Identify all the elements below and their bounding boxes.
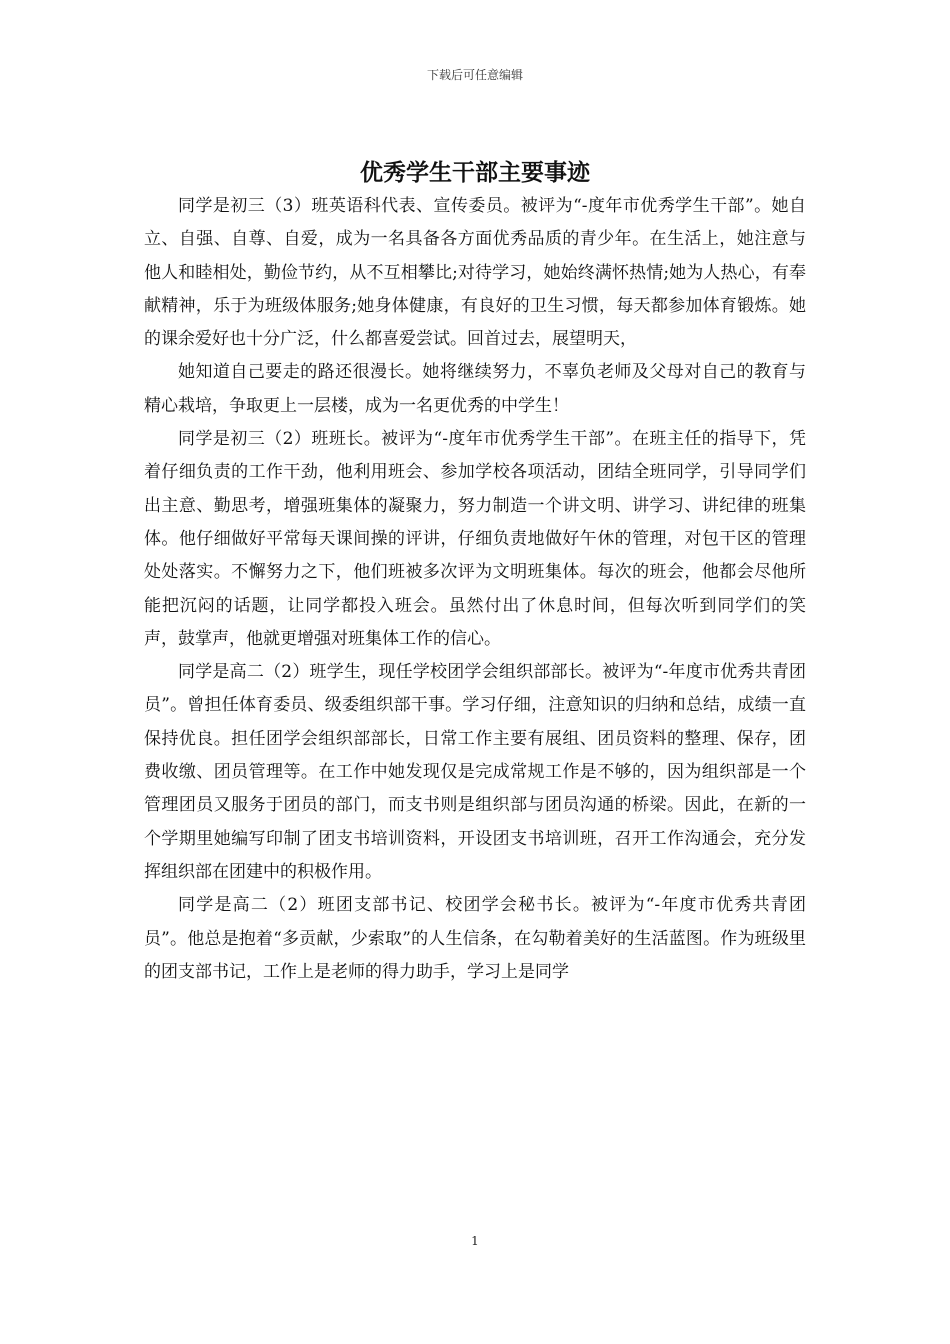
paragraph: 同学是高二（2）班团支部书记、校团学会秘书长。被评为“-年度市优秀共青团员”。他总是抱着“多贡献，少索取”的人生信条，在勾勒着美好的生活蓝图。作为班级里的团支部书记，工作上是老师的得力助手，学习上是同学 xyxy=(144,895,806,982)
paragraph: 同学是初三（2）班班长。被评为“-度年市优秀学生干部”。在班主任的指导下，凭着仔细负责的工作干劲，他利用班会、参加学校各项活动，团结全班同学，引导同学们出主意、勤思考，增强班集体的凝聚力，努力制造一个讲文明、讲学习、讲纪律的班集体。他仔细做好平常每天课间操的评讲，仔细负责地做好午休的管理，对包干区的管理处处落实。不懈努力之下，他们班被多次评为文明班集体。每次的班会，他都会尽他所能把沉闷的话题，让同学都投入班会。虽然付出了休息时间，但每次听到同学们的笑声，鼓掌声，他就更增强对班集体工作的信心。 xyxy=(144,429,806,649)
paragraph: 她知道自己要走的路还很漫长。她将继续努力，不辜负老师及父母对自己的教育与精心栽培，争取更上一层楼，成为一名更优秀的中学生！ xyxy=(144,362,806,416)
document-body xyxy=(144,190,806,989)
paragraph: 同学是初三（3）班英语科代表、宣传委员。被评为“-度年市优秀学生干部”。她自立、自强、自尊、自爱，成为一名具备各方面优秀品质的青少年。在生活上，她注意与他人和睦相处，勤俭节约，从不互相攀比;对待学习，她始终满怀热情;她为人热心，有奉献精神，乐于为班级体服务;她身体健康，有良好的卫生习惯，每天都参加体育锻炼。她的课余爱好也十分广泛，什么都喜爱尝试。回首过去，展望明天， xyxy=(144,196,806,350)
document-title: 优秀学生干部主要事迹 xyxy=(360,160,590,186)
page-header: 下载后可任意编辑 xyxy=(426,68,523,82)
paragraph: 同学是高二（2）班学生，现任学校团学会组织部部长。被评为“-年度市优秀共青团员”。曾担任体育委员、级委组织部干事。学习仔细，注意知识的归纳和总结，成绩一直保持优良。担任团学会组织部部长，日常工作主要有展组、团员资料的整理、保存，团费收缴、团员管理等。在工作中她发现仅是完成常规工作是不够的，因为组织部是一个管理团员又服务于团员的部门，而支书则是组织部与团员沟通的桥梁。因此，在新的一个学期里她编写印制了团支书培训资料，开设团支书培训班，召开工作沟通会，充分发挥组织部在团建中的积极作用。 xyxy=(144,662,806,882)
page-number: 1 xyxy=(471,1234,479,1248)
